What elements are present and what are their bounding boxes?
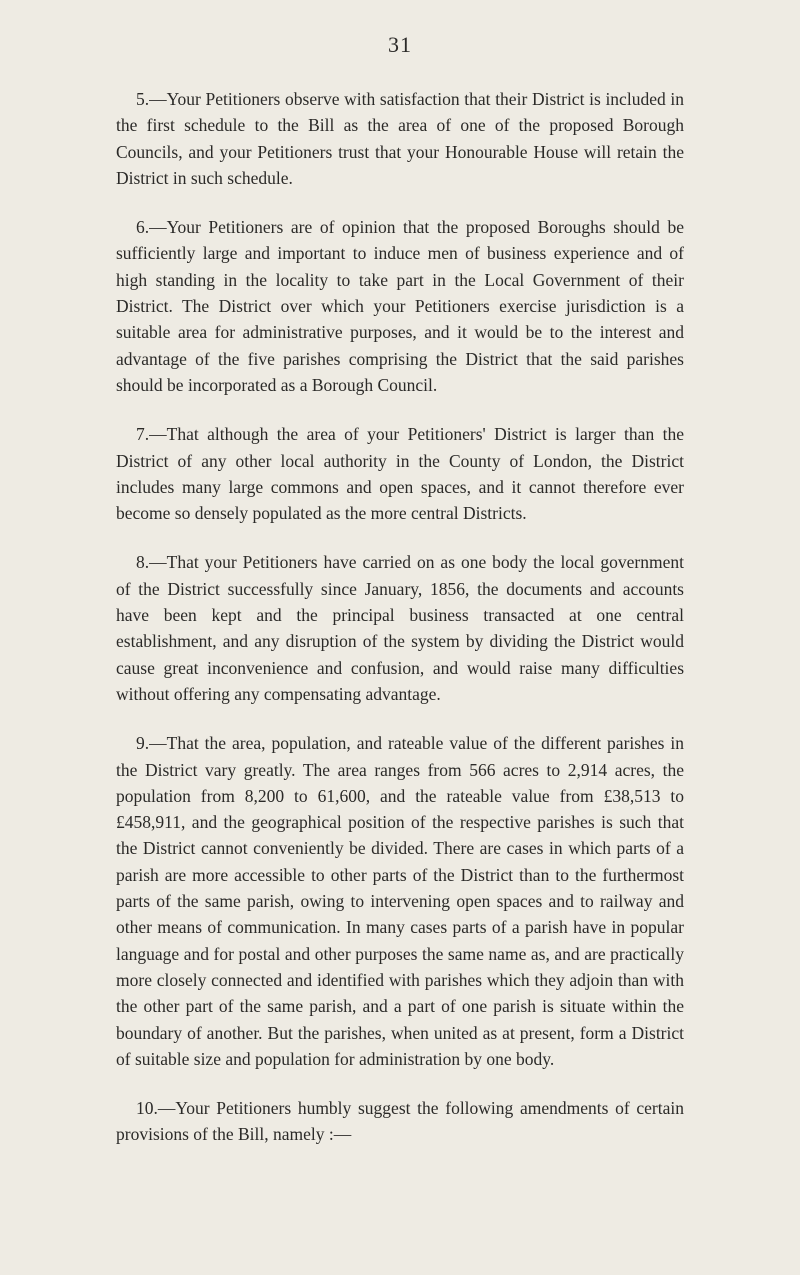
page-number: 31 <box>388 32 412 57</box>
paragraph-7: 7.—That although the area of your Petitioners' District is larger than the District of any other local authority in the County of London, the District includes many large commons and open spaces, and it cannot therefore ever become so densely populated as the more central Districts. <box>116 424 684 524</box>
paragraph-8: 8.—That your Petitioners have carried on as one body the local government of the District successfully since January, 1856, the documents and accounts have been kept and the principal business transacted at one central establishment, and any disruption of the system by dividing the District would cause great inconvenience and confusion, and would raise many difficulties without offering any compensating advantage. <box>116 552 684 704</box>
paragraph-10: 10.—Your Petitioners humbly suggest the following amendments of certain provisions of the Bill, namely :— <box>116 1098 684 1145</box>
petition-body <box>116 86 684 1148</box>
paragraph-6: 6.—Your Petitioners are of opinion that the proposed Boroughs should be sufficiently large and important to induce men of business experience and of high standing in the locality to take part in the Local Government of their District. The District over which your Petitioners exercise jurisdiction is a suitable area for administrative purposes, and it would be to the interest and advantage of the five parishes comprising the District that the said parishes should be incorporated as a Borough Council. <box>116 217 684 395</box>
paragraph-5: 5.—Your Petitioners observe with satisfaction that their District is included in the first schedule to the Bill as the area of one of the proposed Borough Councils, and your Petitioners trust that your Honourable House will retain the District in such schedule. <box>116 89 684 188</box>
paragraph-9: 9.—That the area, population, and rateable value of the different parishes in the District vary greatly. The area ranges from 566 acres to 2,914 acres, the population from 8,200 to 61,600, and the rateable value from £38,513 to £458,911, and the geographical position of the respective parishes is such that the District cannot conveniently be divided. There are cases in which parts of a parish are more accessible to other parts of the District than to the furthermost parts of the same parish, owing to intervening open spaces and to railway and other means of communication. In many cases parts of a parish have in popular language and for postal and other purposes the same name as, and are practically more closely connected and identified with parishes which they adjoin than with the other part of the same parish, and a part of one parish is situate within the boundary of another. But the parishes, when united as at present, form a District of suitable size and population for administration by one body. <box>116 733 684 1069</box>
